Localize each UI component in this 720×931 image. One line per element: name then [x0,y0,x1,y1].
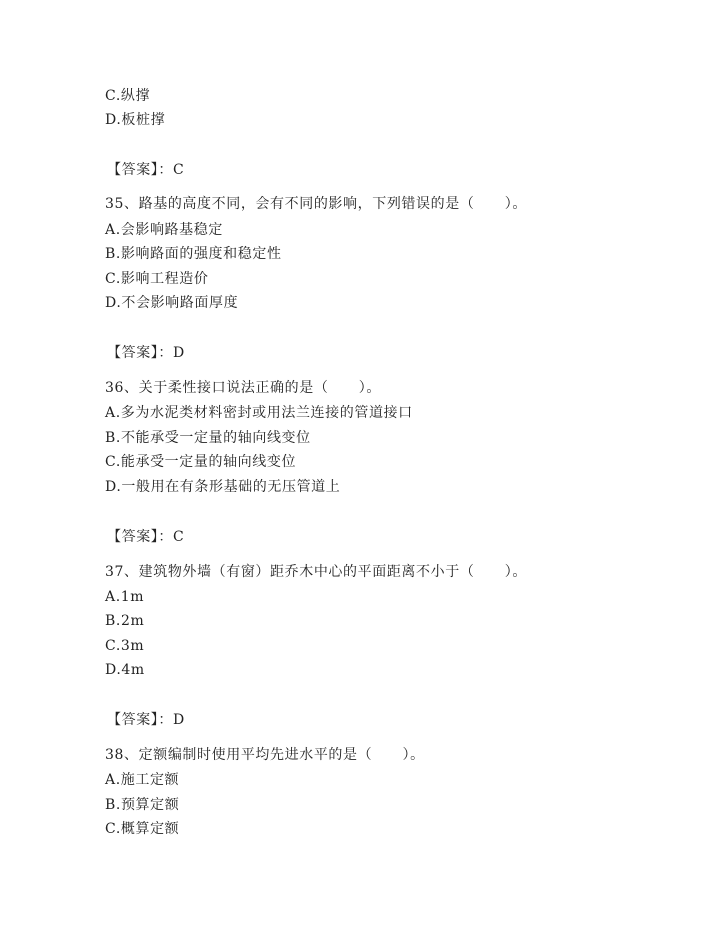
question-38-option-a: A.施工定额 [105,772,180,788]
question-38-option-c: C.概算定额 [105,821,180,837]
question-35-stem: 35、路基的高度不同，会有不同的影响，下列错误的是（ ）。 [105,196,527,212]
option-d: D.板桩撑 [105,112,166,128]
question-36-option-a: A.多为水泥类材料密封或用法兰连接的管道接口 [105,405,413,421]
question-35-option-b: B.影响路面的强度和稳定性 [105,246,282,262]
question-36-option-c: C.能承受一定量的轴向线变位 [105,454,297,470]
question-37-option-d: D.4m [105,662,145,678]
option-c: C.纵撑 [105,88,151,104]
question-35-option-c: C.影响工程造价 [105,271,209,287]
question-37-option-a: A.1m [105,589,145,605]
question-38-stem: 38、定额编制时使用平均先进水平的是（ ）。 [105,747,425,763]
question-35-option-a: A.会影响路基稳定 [105,222,223,238]
question-36-option-b: B.不能承受一定量的轴向线变位 [105,430,311,446]
question-36-answer: 【答案】：C [107,529,185,545]
question-36-option-d: D.一般用在有条形基础的无压管道上 [105,479,341,495]
question-36-stem: 36、关于柔性接口说法正确的是（ ）。 [105,380,381,396]
answer-line: 【答案】：C [107,162,185,178]
question-37-answer: 【答案】：D [107,712,185,728]
question-37-option-c: C.3m [105,638,145,654]
question-37-option-b: B.2m [105,613,145,629]
question-38-option-b: B.预算定额 [105,797,180,813]
question-35-answer: 【答案】：D [107,345,185,361]
question-35-option-d: D.不会影响路面厚度 [105,295,239,311]
question-37-stem: 37、建筑物外墙（有窗）距乔木中心的平面距离不小于（ ）。 [105,564,527,580]
